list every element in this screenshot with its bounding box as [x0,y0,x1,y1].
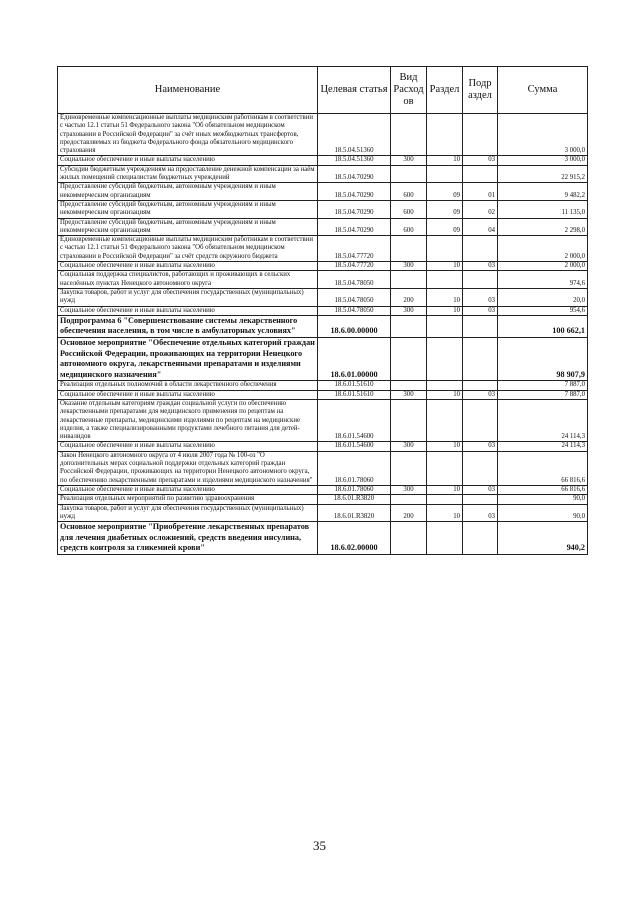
target-article-cell: 18.5.04.77720 [318,236,391,262]
table-row [58,156,588,165]
section-cell: 09 [427,200,463,218]
row-name-cell: Реализация отдельных полномочий в области лекарственного обеспечения [58,381,318,390]
row-name-cell: Предоставление субсидий бюджетным, автономным учреждениям и иным некоммерческим организациям [58,183,318,201]
table-row [58,288,588,306]
sum-cell: 974,6 [498,271,588,289]
subsection-cell [463,495,498,504]
row-name-cell: Основное мероприятие "Приобретение лекарственных препаратов для лечения диабетных осложнений, средств введения инсулина, средств контроля за гликемией крови" [58,522,318,555]
sum-cell: 66 816,6 [498,451,588,485]
expense-type-cell [391,451,427,485]
expense-type-cell: 600 [391,218,427,236]
target-article-cell: 18.5.04.77720 [318,262,391,271]
table-row [58,451,588,485]
subsection-cell [463,338,498,381]
expense-type-cell [391,271,427,289]
row-name-cell: Основное мероприятие "Обеспечение отдельных категорий граждан Российской Федерации, проживающих на территории Ненецкого автономного округа, лекарственными препаратами и изделиями медицинского назначения" [58,338,318,381]
target-article-cell: 18.6.01.78060 [318,451,391,485]
table-row [58,218,588,236]
expense-type-cell: 300 [391,485,427,494]
subsection-cell [463,271,498,289]
expense-type-cell: 200 [391,288,427,306]
sum-cell: 7 887,0 [498,390,588,399]
table-row [58,165,588,183]
section-cell [427,315,463,337]
row-name-cell: Социальное обеспечение и иные выплаты населению [58,390,318,399]
budget-table [57,66,588,555]
sum-cell: 66 816,6 [498,485,588,494]
section-cell [427,381,463,390]
target-article-cell: 18.5.04.70290 [318,218,391,236]
header-sum: Сумма [498,67,588,114]
section-cell [427,522,463,555]
target-article-cell: 18.5.04.70290 [318,183,391,201]
sum-cell: 20,0 [498,288,588,306]
sum-cell: 90,0 [498,495,588,504]
table-row [58,381,588,390]
section-cell: 10 [427,485,463,494]
expense-type-cell [391,236,427,262]
table-row [58,485,588,494]
section-cell [427,236,463,262]
expense-type-cell: 300 [391,442,427,451]
target-article-cell: 18.6.01.R3820 [318,504,391,522]
sum-cell: 22 915,2 [498,165,588,183]
subsection-cell: 03 [463,442,498,451]
subsection-cell [463,451,498,485]
section-cell [427,165,463,183]
section-cell: 09 [427,218,463,236]
target-article-cell: 18.5.04.78050 [318,288,391,306]
section-cell: 10 [427,288,463,306]
table-row [58,504,588,522]
target-article-cell: 18.6.01.00000 [318,338,391,381]
target-article-cell: 18.6.00.00000 [318,315,391,337]
target-article-cell: 18.5.04.78050 [318,306,391,315]
table-row [58,399,588,441]
subsection-cell [463,399,498,441]
table-row [58,306,588,315]
sum-cell: 11 135,0 [498,200,588,218]
table-body [58,114,588,555]
sum-cell: 90,0 [498,504,588,522]
subsection-cell: 04 [463,218,498,236]
sum-cell: 2 000,0 [498,262,588,271]
subsection-cell: 02 [463,200,498,218]
row-name-cell: Подпрограмма 6 "Совершенствование системы лекарственного обеспечения населения, в том числе в амбулаторных условиях" [58,315,318,337]
row-name-cell: Социальное обеспечение и иные выплаты населению [58,442,318,451]
section-cell [427,114,463,156]
target-article-cell: 18.5.04.70290 [318,165,391,183]
target-article-cell: 18.6.01.54600 [318,442,391,451]
subsection-cell [463,522,498,555]
table-row [58,315,588,337]
header-subsection: Подр аздел [463,67,498,114]
header-name: Наименование [58,67,318,114]
subsection-cell: 03 [463,262,498,271]
sum-cell: 98 907,9 [498,338,588,381]
row-name-cell: Единовременные компенсационные выплаты медицинским работникам в соответствии с частью 12.1 статьи 51 Федерального закона "Об обязательном медицинском страховании в Российской Федерации" за счёт средств окружного бюджета [58,236,318,262]
table-row [58,236,588,262]
row-name-cell: Социальная поддержка специалистов, работающих и проживающих в сельских населённых пунктах Ненецкого автономного округа [58,271,318,289]
table-row [58,183,588,201]
expense-type-cell [391,338,427,381]
subsection-cell: 03 [463,156,498,165]
section-cell [427,271,463,289]
section-cell: 10 [427,504,463,522]
section-cell: 10 [427,306,463,315]
subsection-cell: 03 [463,504,498,522]
subsection-cell [463,381,498,390]
target-article-cell: 18.6.01.78060 [318,485,391,494]
target-article-cell: 18.6.01.51610 [318,381,391,390]
subsection-cell [463,165,498,183]
sum-cell: 24 114,3 [498,442,588,451]
expense-type-cell: 300 [391,156,427,165]
expense-type-cell [391,522,427,555]
section-cell: 10 [427,156,463,165]
target-article-cell: 18.5.04.51360 [318,156,391,165]
expense-type-cell: 300 [391,306,427,315]
section-cell [427,451,463,485]
subsection-cell: 03 [463,390,498,399]
expense-type-cell: 600 [391,200,427,218]
section-cell: 10 [427,390,463,399]
sum-cell: 9 482,2 [498,183,588,201]
subsection-cell [463,236,498,262]
expense-type-cell: 200 [391,504,427,522]
header-section: Раздел [427,67,463,114]
sum-cell: 7 887,0 [498,381,588,390]
subsection-cell: 01 [463,183,498,201]
target-article-cell: 18.5.04.51360 [318,114,391,156]
row-name-cell: Реализация отдельных мероприятий по развитию здравоохранения [58,495,318,504]
table-row [58,495,588,504]
subsection-cell: 03 [463,288,498,306]
row-name-cell: Предоставление субсидий бюджетным, автономным учреждениям и иным некоммерческим организациям [58,218,318,236]
sum-cell: 940,2 [498,522,588,555]
header-target-article: Целевая статья [318,67,391,114]
expense-type-cell [391,381,427,390]
row-name-cell: Закон Ненецкого автономного округа от 4 июля 2007 года № 100-оз "О дополнительных мерах социальной поддержки отдельных категорий граждан Российской Федерации, проживающих на территории Ненецкого автономного округа, по обеспечению лекарственными препаратами и изделиями медицинского назначения" [58,451,318,485]
expense-type-cell [391,165,427,183]
table-row [58,522,588,555]
row-name-cell: Закупка товаров, работ и услуг для обеспечения государственных (муниципальных) нужд [58,288,318,306]
expense-type-cell [391,315,427,337]
table-header-row [58,67,588,114]
table-row [58,114,588,156]
sum-cell: 100 662,1 [498,315,588,337]
target-article-cell: 18.5.04.78050 [318,271,391,289]
table-row [58,390,588,399]
header-expense-type: Вид Расход ов [391,67,427,114]
expense-type-cell: 600 [391,183,427,201]
section-cell: 10 [427,442,463,451]
sum-cell: 954,6 [498,306,588,315]
target-article-cell: 18.6.02.00000 [318,522,391,555]
section-cell: 09 [427,183,463,201]
row-name-cell: Единовременные компенсационные выплаты медицинским работникам в соответствии с частью 12.1 статьи 51 Федерального закона "Об обязательном медицинском страховании в Российской Федерации" за счёт иных межбюджетных трансфертов, предоставляемых из бюджета Федерального фонда обязательного медицинского страхования [58,114,318,156]
sum-cell: 24 114,3 [498,399,588,441]
row-name-cell: Социальное обеспечение и иные выплаты населению [58,485,318,494]
row-name-cell: Предоставление субсидий бюджетным, автономным учреждениям и иным некоммерческим организациям [58,200,318,218]
section-cell [427,495,463,504]
target-article-cell: 18.6.01.R3820 [318,495,391,504]
expense-type-cell: 300 [391,390,427,399]
row-name-cell: Оказание отдельным категориям граждан социальной услуги по обеспечению лекарственными препаратами для медицинского применения по рецептам на лекарственные препараты, медицинскими изделиями по рецептам на медицинские изделия, а также специализированными продуктами лечебного питания для детей-инвалидов [58,399,318,441]
expense-type-cell [391,114,427,156]
expense-type-cell [391,399,427,441]
table-row [58,442,588,451]
subsection-cell [463,114,498,156]
section-cell [427,399,463,441]
table-row [58,271,588,289]
sum-cell: 2 000,0 [498,236,588,262]
subsection-cell: 03 [463,306,498,315]
section-cell: 10 [427,262,463,271]
row-name-cell: Социальное обеспечение и иные выплаты населению [58,156,318,165]
row-name-cell: Субсидии бюджетным учреждениям на предоставление денежной компенсации за наём жилых помещений специалистам бюджетных учреждений [58,165,318,183]
sum-cell: 2 298,0 [498,218,588,236]
sum-cell: 3 000,0 [498,114,588,156]
row-name-cell: Социальное обеспечение и иные выплаты населению [58,306,318,315]
target-article-cell: 18.6.01.54600 [318,399,391,441]
target-article-cell: 18.6.01.51610 [318,390,391,399]
row-name-cell: Закупка товаров, работ и услуг для обеспечения государственных (муниципальных) нужд [58,504,318,522]
sum-cell: 3 000,0 [498,156,588,165]
table-row [58,262,588,271]
target-article-cell: 18.5.04.70290 [318,200,391,218]
table-row [58,338,588,381]
subsection-cell [463,315,498,337]
row-name-cell: Социальное обеспечение и иные выплаты населению [58,262,318,271]
expense-type-cell: 300 [391,262,427,271]
page-number: 35 [313,838,326,853]
table-row [58,200,588,218]
section-cell [427,338,463,381]
expense-type-cell [391,495,427,504]
subsection-cell: 03 [463,485,498,494]
